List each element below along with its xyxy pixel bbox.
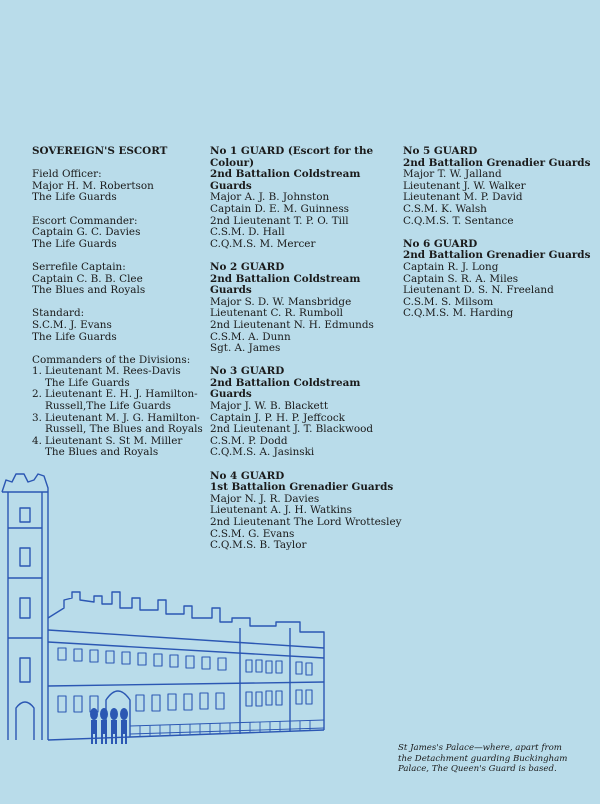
guard-member: C.Q.M.S. B. Taylor	[210, 539, 307, 552]
guard-block-1	[210, 146, 395, 250]
commander-regiment: Russell,The Life Guards	[45, 400, 172, 413]
commander-number: 1.	[32, 365, 42, 378]
commander-item	[32, 366, 204, 389]
guard-member: C.S.M. K. Walsh	[403, 202, 487, 215]
commanders-block	[32, 355, 204, 459]
serrefile-captain-regiment: The Blues and Royals	[32, 284, 146, 297]
guard-block-5	[403, 146, 593, 227]
commander-name: Lieutenant S. St M. Miller	[45, 434, 183, 447]
guard-member: Major N. J. R. Davies	[210, 492, 320, 505]
guard-member: C.Q.M.S. A. Jasinski	[210, 446, 315, 459]
guard-heading: Guards	[210, 388, 252, 401]
commander-name: Lieutenant E. H. J. Hamilton-	[45, 388, 198, 401]
guard-member: Lieutenant C. R. Rumboll	[210, 307, 343, 320]
standard-label: Standard:	[32, 307, 85, 320]
guards-column-3	[403, 146, 593, 332]
guard-heading: 2nd Battalion Coldstream	[210, 376, 361, 389]
guard-member: 2nd Lieutenant J. T. Blackwood	[210, 423, 374, 436]
escort-commander-block	[32, 216, 204, 251]
escort-commander-name: Captain G. C. Davies	[32, 226, 141, 239]
palace-roofline	[48, 592, 324, 658]
guard-heading: No 4 GUARD	[210, 469, 285, 482]
field-officer-name: Major H. M. Robertson	[32, 179, 154, 192]
guardsmen-figures	[90, 708, 128, 744]
guard-member: C.S.M. P. Dodd	[210, 434, 288, 447]
guard-heading: No 6 GUARD	[403, 237, 478, 250]
caption-line: the Detachment guarding Buckingham	[398, 753, 568, 764]
guard-member: C.S.M. A. Dunn	[210, 330, 291, 343]
guard-block-6	[403, 239, 593, 320]
guard-member: Major A. J. B. Johnston	[210, 191, 330, 204]
guard-member: Captain R. J. Long	[403, 260, 499, 273]
palace-windows	[58, 648, 312, 712]
guard-heading: No 5 GUARD	[403, 145, 478, 157]
escort-commander-label: Escort Commander:	[32, 214, 138, 227]
guard-heading: 2nd Battalion Coldstream	[210, 168, 361, 181]
palace-tower	[2, 474, 48, 740]
standard-name: S.C.M. J. Evans	[32, 318, 112, 331]
commander-regiment: Russell, The Blues and Royals	[45, 423, 203, 436]
guard-block-3	[210, 366, 395, 459]
standard-regiment: The Life Guards	[32, 330, 117, 343]
guard-heading: Colour)	[210, 156, 255, 169]
guard-heading: No 2 GUARD	[210, 260, 285, 273]
guard-member: Sgt. A. James	[210, 342, 281, 355]
caption-line: Palace, The Queen's Guard is based.	[398, 764, 557, 775]
guard-member: C.Q.M.S. M. Mercer	[210, 237, 316, 250]
guard-heading: Guards	[210, 179, 252, 192]
guard-member: Major T. W. Jalland	[403, 168, 502, 181]
guard-member: C.S.M. D. Hall	[210, 226, 285, 239]
guard-member: Captain J. P. H. P. Jeffcock	[210, 411, 345, 424]
serrefile-captain-block	[32, 262, 204, 297]
guard-member: Lieutenant M. P. David	[403, 191, 523, 204]
commander-name: Lieutenant M. J. G. Hamilton-	[45, 411, 200, 424]
guard-member: Lieutenant D. S. N. Freeland	[403, 284, 554, 297]
caption-line: St James's Palace—where, apart from	[398, 743, 562, 753]
sovereigns-escort-title: SOVEREIGN'S ESCORT	[32, 145, 168, 157]
guard-heading: No 3 GUARD	[210, 365, 285, 378]
guard-member: 2nd Lieutenant T. P. O. Till	[210, 214, 349, 227]
commander-number: 4.	[32, 434, 42, 447]
guard-heading: 2nd Battalion Coldstream	[210, 272, 361, 285]
commander-regiment: The Blues and Royals	[45, 446, 159, 459]
guard-heading: No 1 GUARD (Escort for the	[210, 145, 374, 157]
field-officer-block	[32, 169, 204, 204]
sovereigns-escort-column	[32, 146, 204, 471]
illustration-caption	[398, 743, 588, 775]
guard-member: Lieutenant J. W. Walker	[403, 179, 526, 192]
serrefile-captain-label: Serrefile Captain:	[32, 260, 126, 273]
guard-member: 2nd Lieutenant The Lord Wrottesley	[210, 516, 402, 528]
guard-member: Captain S. R. A. Miles	[403, 272, 519, 285]
commander-name: Lieutenant M. Rees-Davis	[45, 365, 181, 378]
guard-member: C.S.M. G. Evans	[210, 527, 295, 540]
field-officer-label: Field Officer:	[32, 168, 102, 181]
guard-member: Captain D. E. M. Guinness	[210, 202, 349, 215]
commander-item	[32, 436, 204, 459]
commanders-label: Commanders of the Divisions:	[32, 353, 191, 366]
st-james-palace-illustration	[0, 468, 340, 750]
commander-number: 2.	[32, 388, 42, 401]
guard-heading: 1st Battalion Grenadier Guards	[210, 481, 394, 494]
guard-member: Major S. D. W. Mansbridge	[210, 295, 352, 308]
guard-heading: 2nd Battalion Grenadier Guards	[403, 156, 591, 169]
commander-regiment: The Life Guards	[45, 376, 130, 389]
field-officer-regiment: The Life Guards	[32, 191, 117, 204]
commander-number: 3.	[32, 411, 42, 424]
guard-member: Major J. W. B. Blackett	[210, 400, 329, 413]
guard-heading: 2nd Battalion Grenadier Guards	[403, 249, 591, 262]
standard-block	[32, 308, 204, 343]
escort-commander-regiment: The Life Guards	[32, 237, 117, 250]
guard-member: Lieutenant A. J. H. Watkins	[210, 504, 352, 517]
guard-block-2	[210, 262, 395, 355]
guard-member: C.Q.M.S. T. Sentance	[403, 214, 514, 227]
serrefile-captain-name: Captain C. B. B. Clee	[32, 272, 143, 285]
guard-member: 2nd Lieutenant N. H. Edmunds	[210, 318, 374, 331]
commander-item	[32, 413, 204, 436]
commander-item	[32, 389, 204, 412]
guard-heading: Guards	[210, 284, 252, 297]
guard-member: C.Q.M.S. M. Harding	[403, 307, 514, 320]
guard-member: C.S.M. S. Milsom	[403, 295, 494, 308]
